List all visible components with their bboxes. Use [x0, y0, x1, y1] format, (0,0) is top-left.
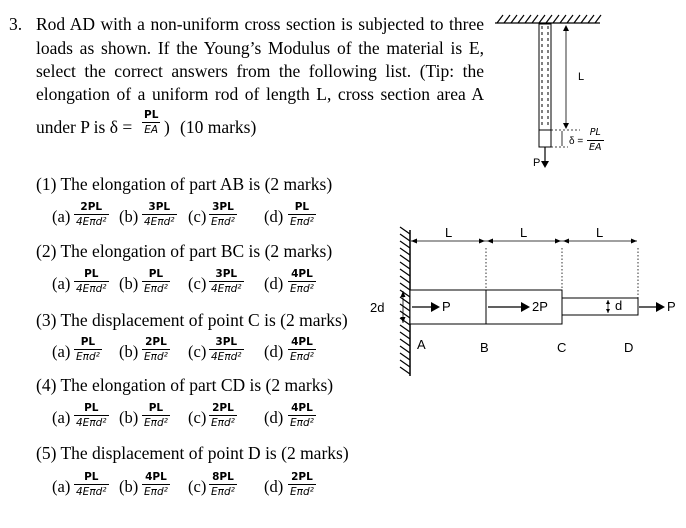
- hatch-line: [400, 339, 410, 346]
- hatch-line: [400, 353, 410, 360]
- option-numerator: 4PL: [291, 336, 313, 348]
- dim-arrow: [487, 239, 493, 244]
- tip-denominator: EA: [144, 124, 159, 136]
- option-denominator: Eπd²: [211, 486, 235, 498]
- option-denominator: 4Eπd²: [76, 216, 107, 228]
- dim-arrow: [411, 239, 417, 244]
- option-denominator: 4Eπd²: [76, 283, 107, 295]
- tip-prefix: under P is δ =: [36, 117, 133, 137]
- part-3-header: (3) The displacement of point C is (2 marks): [36, 310, 348, 330]
- option-label: (c): [188, 207, 207, 226]
- dim-arrow: [631, 239, 637, 244]
- load-p-d-arrowhead: [656, 302, 665, 312]
- option-numerator: PL: [294, 201, 310, 213]
- question-line-2: loads as shown. If the Young’s Modulus of the material is E,: [36, 38, 484, 58]
- question-line-1: Rod AD with a non-uniform cross section is subjected to three: [36, 14, 484, 34]
- option-label: (b): [119, 477, 139, 496]
- option-denominator: 4Eπd²: [76, 486, 107, 498]
- option-numerator: 3PL: [215, 268, 238, 280]
- option-denominator: Eπd²: [290, 486, 314, 498]
- option-numerator: PL: [80, 336, 96, 348]
- part-1-header: (1) The elongation of part AB is (2 marks): [36, 174, 333, 194]
- option-denominator: 4Eπd²: [211, 351, 242, 363]
- option-numerator: 2PL: [291, 471, 313, 483]
- option-numerator: 4PL: [145, 471, 167, 483]
- option-denominator: Eπd²: [290, 417, 314, 429]
- tip-length-label: L: [578, 71, 585, 83]
- hatch-line: [400, 241, 410, 248]
- question-line-3: select the correct answers from the following list. (Tip: the: [36, 61, 484, 81]
- segment-cd: [562, 298, 638, 315]
- option-denominator: 4Eπd²: [144, 216, 175, 228]
- hatch-line: [400, 262, 410, 269]
- option-label: (b): [119, 408, 139, 427]
- option-label: (b): [119, 342, 139, 361]
- option-label: (a): [52, 408, 71, 427]
- part-4-header: (4) The elongation of part CD is (2 marks): [36, 375, 334, 395]
- question-number: 3.: [9, 14, 23, 34]
- option-label: (b): [119, 274, 139, 293]
- option-label: (d): [264, 274, 284, 293]
- option-label: (a): [52, 477, 71, 496]
- tip-figure-numerator: PL: [589, 127, 601, 138]
- option-label: (a): [52, 207, 71, 226]
- option-denominator: Eπd²: [144, 283, 168, 295]
- length-label-cd: L: [596, 225, 604, 240]
- option-label: (d): [264, 408, 284, 427]
- hatch-line: [400, 346, 410, 353]
- option-label: (a): [52, 342, 71, 361]
- load-p-b-label: P: [442, 299, 451, 314]
- part-2-header: (2) The elongation of part BC is (2 marks): [36, 241, 333, 261]
- tip-close: ): [164, 117, 170, 137]
- option-denominator: Eπd²: [211, 417, 235, 429]
- option-numerator: PL: [84, 268, 99, 280]
- hatch-line: [400, 325, 410, 332]
- option-numerator: 3PL: [212, 201, 234, 213]
- option-label: (a): [52, 274, 71, 293]
- option-numerator: 3PL: [148, 201, 171, 213]
- question-marks: (10 marks): [180, 117, 257, 137]
- option-numerator: 2PL: [212, 402, 234, 414]
- hatch-line: [400, 283, 410, 290]
- option-numerator: 4PL: [291, 268, 313, 280]
- option-denominator: Eπd²: [76, 351, 100, 363]
- point-d-label: D: [624, 340, 634, 355]
- height-arrow-bottom: [401, 317, 406, 323]
- option-label: (d): [264, 342, 284, 361]
- length-label-bc: L: [520, 225, 528, 240]
- tip-delta-prefix: δ =: [569, 136, 584, 147]
- point-a-label: A: [417, 337, 426, 352]
- tip-force-label: P: [533, 157, 541, 169]
- dim-arrow: [563, 239, 569, 244]
- option-numerator: PL: [84, 402, 99, 414]
- part-5-header: (5) The displacement of point D is (2 marks): [36, 443, 349, 463]
- hatch-line: [400, 311, 410, 318]
- question-line-4: elongation of a uniform rod of length L, cross section area A: [36, 84, 484, 104]
- option-denominator: 4Eπd²: [76, 417, 107, 429]
- option-denominator: Eπd²: [290, 283, 314, 295]
- hatch-line: [400, 367, 410, 374]
- option-numerator: 4PL: [291, 402, 313, 414]
- dim-arrow: [479, 239, 485, 244]
- point-c-label: C: [557, 340, 567, 355]
- point-b-label: B: [480, 340, 489, 355]
- hatch-line: [400, 227, 410, 234]
- option-numerator: 8PL: [212, 471, 234, 483]
- small-diameter-label: d: [615, 298, 623, 313]
- option-label: (c): [188, 274, 207, 293]
- dim-arrow: [555, 239, 561, 244]
- load-p-d-label: P: [667, 299, 676, 314]
- option-numerator: 2PL: [145, 336, 167, 348]
- hatch-line: [400, 248, 410, 255]
- hatch-line: [400, 255, 410, 262]
- option-denominator: 4Eπd²: [211, 283, 242, 295]
- option-denominator: Eπd²: [144, 351, 168, 363]
- load-2p-label: 2P: [532, 299, 548, 314]
- option-numerator: 3PL: [215, 336, 238, 348]
- wall-hatch: [400, 227, 410, 374]
- tip-figure-denominator: EA: [589, 142, 602, 153]
- option-denominator: Eπd²: [144, 486, 168, 498]
- option-denominator: Eπd²: [290, 351, 314, 363]
- height-label: 2d: [370, 300, 385, 315]
- option-label: (b): [119, 207, 139, 226]
- hatch-line: [400, 332, 410, 339]
- option-label: (d): [264, 207, 284, 226]
- option-numerator: 2PL: [80, 201, 103, 213]
- hatch-line: [400, 276, 410, 283]
- option-label: (c): [188, 342, 207, 361]
- hatch-line: [400, 297, 410, 304]
- option-denominator: Eπd²: [144, 417, 168, 429]
- option-denominator: Eπd²: [290, 216, 314, 228]
- hatch-line: [400, 304, 410, 311]
- option-numerator: PL: [148, 402, 164, 414]
- length-label-ab: L: [445, 225, 453, 240]
- option-label: (c): [188, 408, 207, 427]
- option-label: (d): [264, 477, 284, 496]
- option-label: (c): [188, 477, 207, 496]
- tip-numerator: PL: [144, 109, 159, 121]
- hatch-line: [400, 234, 410, 241]
- option-numerator: PL: [84, 471, 99, 483]
- option-denominator: Eπd²: [211, 216, 235, 228]
- hatch-line: [400, 269, 410, 276]
- option-numerator: PL: [148, 268, 164, 280]
- hatch-line: [400, 360, 410, 367]
